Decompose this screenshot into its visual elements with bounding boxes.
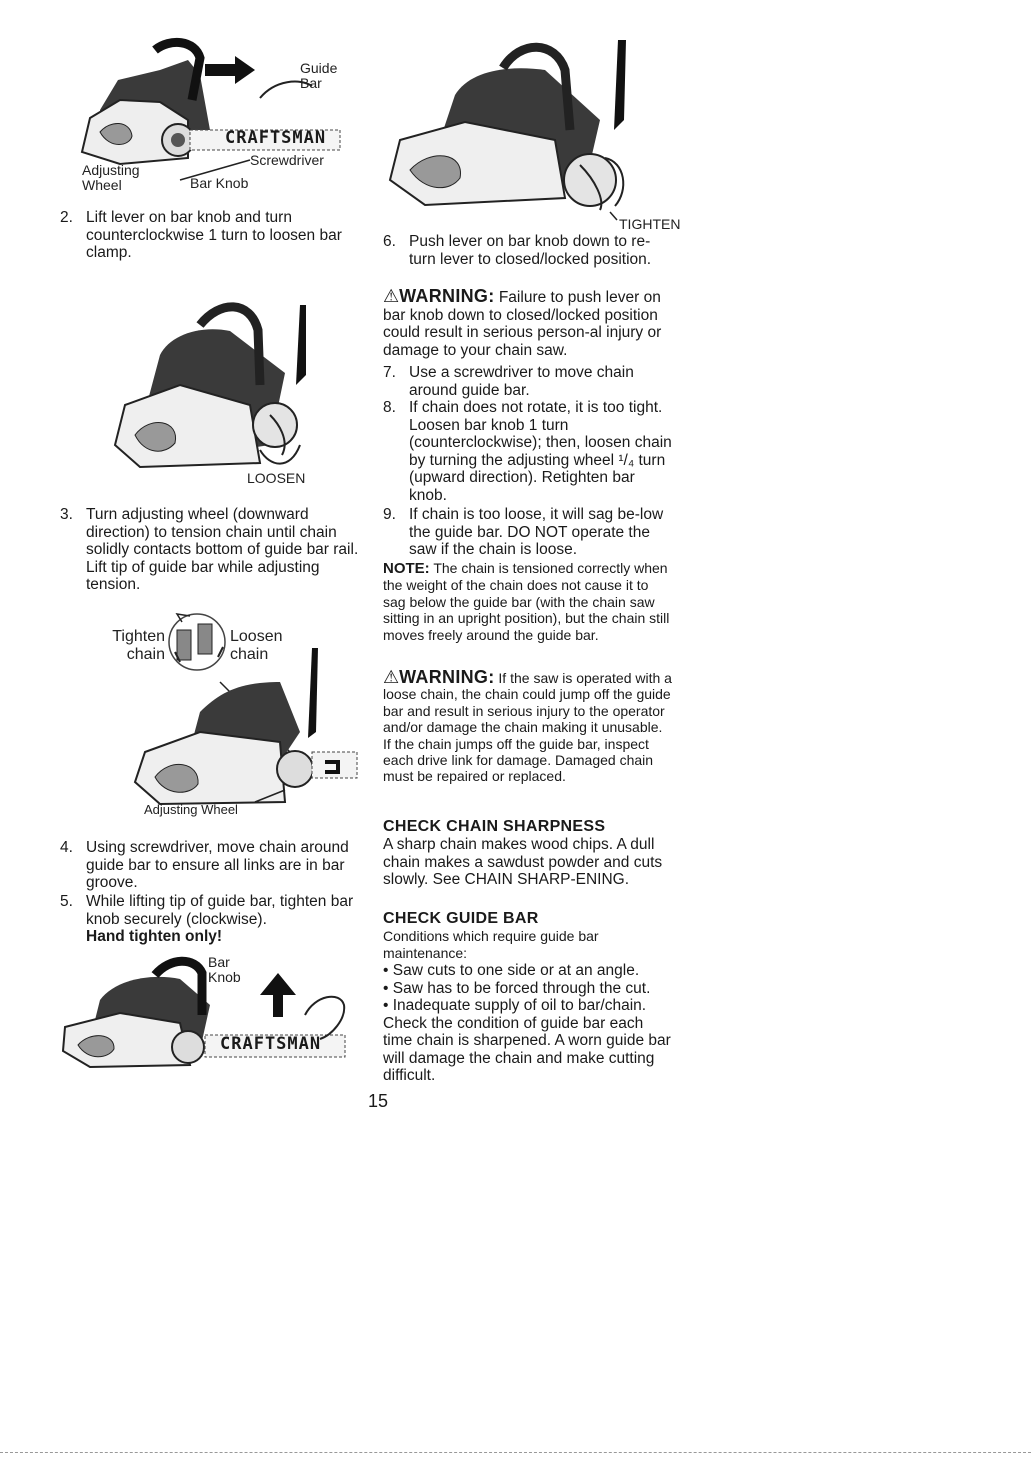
warning-text: Failure to push lever on bar knob down to closed/locked position could result in serious person-al injury or damage to your chain saw. (383, 289, 662, 359)
brand-logo: CRAFTSMAN (220, 1034, 322, 1054)
label-bar-knob: Bar Knob (190, 175, 249, 191)
step-text: If chain is too loose, it will sag be-low the guide bar. DO NOT operate the saw if the chain is loose. (409, 506, 664, 558)
step-number: 8. (383, 399, 396, 416)
step-5 (60, 893, 360, 946)
up-arrow-icon (260, 973, 296, 1017)
section-heading: CHECK GUIDE BAR (383, 910, 539, 927)
step-3 (60, 506, 360, 594)
note-label: NOTE: (383, 560, 430, 577)
label-screwdriver: Screwdriver (250, 152, 324, 168)
figure-tighten (385, 40, 681, 232)
step-number: 4. (60, 839, 73, 856)
bullet-item: • Saw cuts to one side or at an angle. (383, 962, 640, 979)
section-intro: Conditions which require guide bar maintenance: (383, 928, 599, 961)
label-guide-bar: Guide Bar (300, 60, 338, 91)
figure-tension-adjust (80, 612, 370, 822)
warning-lever (383, 288, 673, 359)
step-text: Turn adjusting wheel (downward direction) to tension chain until chain solidly contacts bottom of guide bar rail. Lift tip of guide bar while adjusting tension. (86, 506, 359, 593)
section-guide-bar (383, 910, 673, 1085)
label-loosen-chain: Loosen chain (230, 628, 283, 663)
step-number: 7. (383, 364, 396, 381)
step-8 (383, 399, 673, 504)
label-tighten-chain: Tighten chain (112, 628, 165, 663)
step-text: Using screwdriver, move chain around guide bar to ensure all links are in bar groove. (86, 839, 349, 891)
label-adjusting-wheel: Adjusting Wheel (144, 802, 238, 817)
section-text: Check the condition of guide bar each time chain is sharpened. A worn guide bar will damage the chain and make cutting difficult. (383, 1014, 671, 1084)
hand-tighten-emphasis: Hand tighten only! (86, 928, 223, 945)
step-text-main: While lifting tip of guide bar, tighten bar knob securely (clockwise). (86, 893, 354, 928)
label-adjusting-wheel: Adjusting Wheel (82, 162, 140, 193)
step-7 (383, 364, 673, 399)
step-4 (60, 839, 360, 892)
label-loosen: LOOSEN (247, 470, 306, 486)
step-9 (383, 506, 673, 559)
warning-label: WARNING: (399, 286, 495, 306)
figure-loosen (110, 295, 330, 495)
step-text: If chain does not rotate, it is too tight. Loosen bar knob 1 turn (counterclockwise); then, loosen chain by turning the adjusting wheel ¹/₄ turn (upward direction). Retighten bar knob. (409, 399, 672, 504)
step-number: 6. (383, 233, 396, 250)
warning-loose-chain (383, 669, 673, 785)
step-6 (383, 233, 673, 268)
step-number: 2. (60, 209, 73, 226)
step-text (86, 893, 360, 946)
step-text: Use a screwdriver to move chain around guide bar. (409, 364, 634, 399)
bullet-item: • Inadequate supply of oil to bar/chain. (383, 997, 647, 1014)
step-text: Lift lever on bar knob and turn counterclockwise 1 turn to loosen bar clamp. (86, 209, 342, 261)
section-text: A sharp chain makes wood chips. A dull chain makes a sawdust powder and cuts slowly. See CHAIN SHARP-ENING. (383, 836, 663, 888)
page-number: 15 (368, 1091, 389, 1111)
section-heading: CHECK CHAIN SHARPNESS (383, 818, 606, 835)
note-text: The chain is tensioned correctly when the weight of the chain does not cause it to sag below the guide bar (with the chain saw sitting in an upright position), but the chain still moves freely around the guide bar. (383, 560, 670, 643)
warning-label: WARNING: (399, 667, 495, 687)
warning-icon: ⚠ (383, 667, 400, 687)
label-tighten: TIGHTEN (619, 216, 681, 232)
scan-edge-line (0, 1452, 1031, 1453)
step-text: Push lever on bar knob down to re-turn lever to closed/locked position. (409, 233, 652, 268)
warning-icon: ⚠ (383, 286, 400, 306)
note (383, 560, 673, 643)
warning-text: If the saw is operated with a loose chain, the chain could jump off the guide bar and result in serious injury to the operator and/or damage the chain making it unusable. If the chain jumps off the guide bar, inspect each drive link for damage. Damaged chain must be repaired or replaced. (383, 670, 672, 785)
figure-tighten-bar-knob (60, 955, 360, 1070)
step-number: 5. (60, 893, 73, 910)
arrow-icon (205, 56, 255, 84)
step-number: 3. (60, 506, 73, 523)
brand-logo: CRAFTSMAN (225, 128, 327, 148)
chainsaw-illustration (385, 40, 675, 230)
step-number: 9. (383, 506, 396, 523)
section-chain-sharpness (383, 818, 673, 889)
hand-icon (305, 997, 344, 1039)
step-2 (60, 209, 360, 262)
chainsaw-illustration (110, 295, 330, 495)
bullet-item: • Saw has to be forced through the cut. (383, 979, 651, 997)
wheel-icon (177, 630, 191, 660)
figure-guide-bar-removal (60, 40, 360, 200)
label-bar-knob: Bar Knob (208, 954, 241, 985)
